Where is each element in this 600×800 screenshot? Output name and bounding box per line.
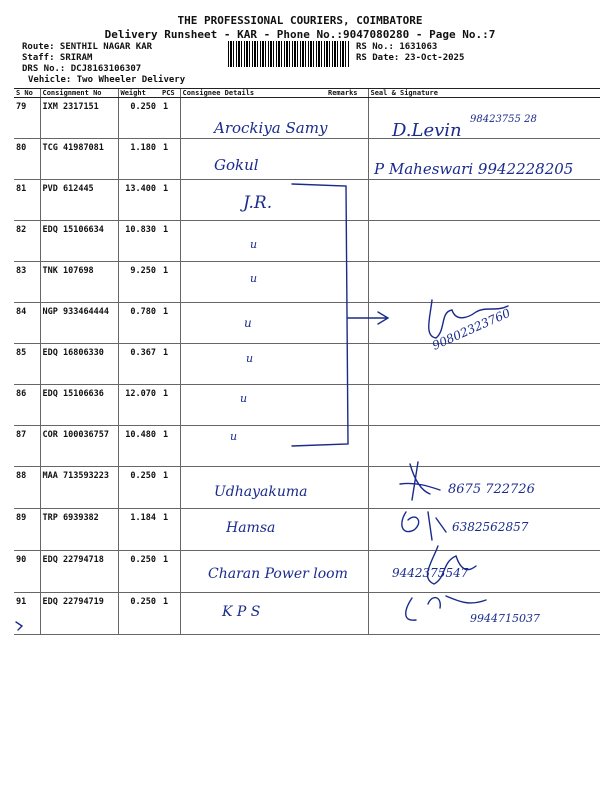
pcs-cell: 1 (160, 221, 180, 262)
remarks-cell (326, 303, 368, 344)
staff-label: Staff: SRIRAM (22, 53, 93, 63)
table-row (14, 426, 600, 467)
runsheet-subtitle: Delivery Runsheet - KAR - Phone No.:9047080280 - Page No.:7 (104, 28, 496, 41)
remarks-cell (326, 221, 368, 262)
weight-cell: 9.250 (118, 262, 160, 303)
handwritten-signature: P Maheswari 9942228205 (374, 160, 574, 178)
consignment-cell: EDQ 16806330 (40, 344, 118, 385)
drs-label: DRS No.: DCJ8163106307 (22, 64, 142, 74)
weight-cell: 10.480 (118, 426, 160, 467)
handwritten-phone: 9944715037 (470, 612, 540, 625)
handwritten-phone: 9442375547 (392, 566, 469, 580)
consignment-cell: TNK 107698 (40, 262, 118, 303)
handwritten-phone: 98423755 28 (470, 114, 537, 125)
sno-cell: 85 (14, 344, 40, 385)
column-header-remarks: Remarks (326, 89, 368, 98)
pcs-cell: 1 (160, 551, 180, 593)
consignment-cell: IXM 2317151 (40, 98, 118, 139)
pcs-cell: 1 (160, 385, 180, 426)
column-header-weight: Weight (118, 89, 160, 98)
weight-cell: 0.250 (118, 551, 160, 593)
remarks-cell (326, 139, 368, 180)
remarks-cell (326, 344, 368, 385)
handwritten-consignee: K P S (222, 604, 261, 620)
pcs-cell: 1 (160, 467, 180, 509)
handwritten-signature: D.Levin (392, 120, 462, 141)
consignment-cell: NGP 933464444 (40, 303, 118, 344)
company-title: THE PROFESSIONAL COURIERS, COIMBATORE (177, 14, 423, 27)
consignee-cell (180, 303, 326, 344)
remarks-cell (326, 180, 368, 221)
table-row (14, 262, 600, 303)
remarks-cell (326, 593, 368, 635)
handwritten-consignee: u (246, 352, 254, 365)
seal-cell (368, 221, 600, 262)
table-row (14, 303, 600, 344)
seal-cell (368, 426, 600, 467)
pcs-cell: 1 (160, 303, 180, 344)
handwritten-consignee: Hamsa (226, 520, 276, 536)
pcs-cell: 1 (160, 139, 180, 180)
handwritten-consignee: u (244, 316, 252, 330)
pcs-cell: 1 (160, 344, 180, 385)
sno-cell: 87 (14, 426, 40, 467)
consignment-cell: EDQ 15106634 (40, 221, 118, 262)
sno-cell: 84 (14, 303, 40, 344)
handwritten-consignee: Charan Power loom (208, 566, 348, 582)
sno-cell: 88 (14, 467, 40, 509)
remarks-cell (326, 98, 368, 139)
consignment-cell: TRP 6939382 (40, 509, 118, 551)
remarks-cell (326, 262, 368, 303)
consignee-cell (180, 385, 326, 426)
column-header-consignee: Consignee Details (180, 89, 326, 98)
sno-cell: 81 (14, 180, 40, 221)
sno-cell: 91 (14, 593, 40, 635)
handwritten-consignee: Arockiya Samy (214, 119, 328, 137)
handwritten-consignee: Gokul (214, 156, 259, 174)
handwritten-consignee: u (250, 238, 258, 251)
barcode (228, 41, 350, 67)
consignment-cell: PVD 612445 (40, 180, 118, 221)
consignment-cell: EDQ 22794718 (40, 551, 118, 593)
pcs-cell: 1 (160, 180, 180, 221)
weight-cell: 0.250 (118, 467, 160, 509)
table-row (14, 344, 600, 385)
sno-cell: 86 (14, 385, 40, 426)
weight-cell: 0.367 (118, 344, 160, 385)
sno-cell: 82 (14, 221, 40, 262)
seal-cell (368, 385, 600, 426)
column-header-seal: Seal & Signature (368, 89, 600, 98)
weight-cell: 1.184 (118, 509, 160, 551)
consignment-cell: MAA 713593223 (40, 467, 118, 509)
consignment-cell: EDQ 22794719 (40, 593, 118, 635)
seal-cell (368, 262, 600, 303)
sno-cell: 80 (14, 139, 40, 180)
weight-cell: 0.780 (118, 303, 160, 344)
rs-number: RS No.: 1631063 (356, 42, 438, 52)
table-row (14, 385, 600, 426)
pcs-cell: 1 (160, 262, 180, 303)
sno-cell: 83 (14, 262, 40, 303)
handwritten-consignee: u (250, 272, 258, 285)
sno-cell: 79 (14, 98, 40, 139)
column-header-consignment: Consignment No (40, 89, 118, 98)
pcs-cell: 1 (160, 509, 180, 551)
handwritten-consignee: u (240, 392, 248, 405)
weight-cell: 1.180 (118, 139, 160, 180)
weight-cell: 0.250 (118, 98, 160, 139)
handwritten-phone: 90802323760 (430, 305, 513, 353)
pcs-cell: 1 (160, 98, 180, 139)
pcs-cell: 1 (160, 426, 180, 467)
remarks-cell (326, 467, 368, 509)
consignee-cell (180, 426, 326, 467)
seal-cell (368, 344, 600, 385)
table-row (14, 180, 600, 221)
weight-cell: 0.250 (118, 593, 160, 635)
consignment-cell: TCG 41987081 (40, 139, 118, 180)
handwritten-phone: 6382562857 (452, 520, 529, 534)
vehicle-label: Vehicle: Two Wheeler Delivery (28, 75, 186, 85)
column-header-sno: S No (14, 89, 40, 98)
handwritten-phone: 8675 722726 (448, 482, 535, 497)
consignment-cell: COR 100036757 (40, 426, 118, 467)
pcs-cell: 1 (160, 593, 180, 635)
route-label: Route: SENTHIL NAGAR KAR (22, 42, 153, 52)
rs-date: RS Date: 23-Oct-2025 (356, 53, 465, 63)
remarks-cell (326, 385, 368, 426)
sno-cell: 89 (14, 509, 40, 551)
seal-cell (368, 180, 600, 221)
sno-cell: 90 (14, 551, 40, 593)
handwritten-consignee: Udhayakuma (214, 484, 308, 500)
table-row (14, 221, 600, 262)
remarks-cell (326, 509, 368, 551)
column-header-pcs: PCS (160, 89, 180, 98)
weight-cell: 13.400 (118, 180, 160, 221)
remarks-cell (326, 426, 368, 467)
weight-cell: 10.830 (118, 221, 160, 262)
consignment-cell: EDQ 15106636 (40, 385, 118, 426)
handwritten-consignee: J.R. (243, 193, 273, 213)
weight-cell: 12.070 (118, 385, 160, 426)
handwritten-consignee: u (230, 430, 238, 443)
